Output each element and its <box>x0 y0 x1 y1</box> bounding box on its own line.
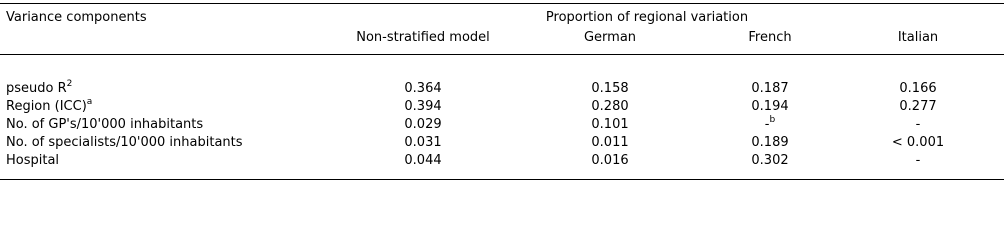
column-header-non-stratified: Non-stratified model <box>356 30 490 45</box>
table-cell <box>720 114 820 133</box>
cell-value: 0.194 <box>751 99 789 114</box>
cell-value: 0.016 <box>591 153 629 168</box>
column-header-german: German <box>583 30 637 45</box>
stub-header: Variance components <box>6 10 147 25</box>
column-header-italian: Italian <box>897 30 939 45</box>
cell-value: 0.044 <box>404 153 442 168</box>
table-cell <box>333 153 513 169</box>
cell-value: 0.158 <box>591 81 629 96</box>
row-label-superscript: a <box>86 96 93 107</box>
row-label-text: No. of specialists/10'000 inhabitants <box>6 135 243 150</box>
top-rule <box>0 3 1004 4</box>
row-label-superscript: 2 <box>66 78 73 89</box>
cell-footnote-marker: b <box>769 114 776 125</box>
cell-value: 0.302 <box>751 153 789 168</box>
cell-value: - <box>915 117 921 132</box>
cell-value: 0.029 <box>404 117 442 132</box>
table-cell <box>560 153 660 169</box>
table-cell <box>868 99 968 115</box>
table-cell <box>560 135 660 151</box>
table-cell <box>720 153 820 169</box>
column-header-french: French <box>748 30 792 45</box>
table-cell <box>560 99 660 115</box>
bottom-rule <box>0 179 1004 180</box>
header-rule <box>0 54 1004 55</box>
table-cell <box>720 99 820 115</box>
cell-value: 0.394 <box>404 99 442 114</box>
table-cell <box>560 81 660 97</box>
row-label <box>6 117 203 133</box>
row-label-text: Hospital <box>6 153 60 168</box>
row-label <box>6 153 59 169</box>
cell-value: 0.280 <box>591 99 629 114</box>
row-label-text: No. of GP's/10'000 inhabitants <box>6 117 204 132</box>
cell-value: - <box>764 117 770 132</box>
cell-value: 0.031 <box>404 135 442 150</box>
group-header: Proportion of regional variation <box>545 10 749 25</box>
table-cell <box>868 117 968 133</box>
cell-value: 0.189 <box>751 135 789 150</box>
row-label-text: Region (ICC) <box>6 99 87 114</box>
table-cell <box>720 135 820 151</box>
table-cell <box>333 117 513 133</box>
row-label <box>6 135 243 151</box>
table-cell <box>868 81 968 97</box>
cell-value: 0.187 <box>751 81 789 96</box>
table-cell <box>560 117 660 133</box>
row-label <box>6 96 93 115</box>
table-cell <box>868 135 968 151</box>
cell-value: - <box>915 153 921 168</box>
cell-value: 0.101 <box>591 117 629 132</box>
row-label <box>6 78 73 97</box>
cell-value: 0.166 <box>899 81 937 96</box>
cell-value: 0.364 <box>404 81 442 96</box>
table-cell <box>333 99 513 115</box>
table-cell <box>333 81 513 97</box>
table-cell <box>333 135 513 151</box>
row-label-text: pseudo R <box>6 81 67 96</box>
cell-value: 0.277 <box>899 99 937 114</box>
table-cell <box>868 153 968 169</box>
cell-value: 0.011 <box>591 135 629 150</box>
table-cell <box>720 81 820 97</box>
cell-value: < 0.001 <box>891 135 945 150</box>
